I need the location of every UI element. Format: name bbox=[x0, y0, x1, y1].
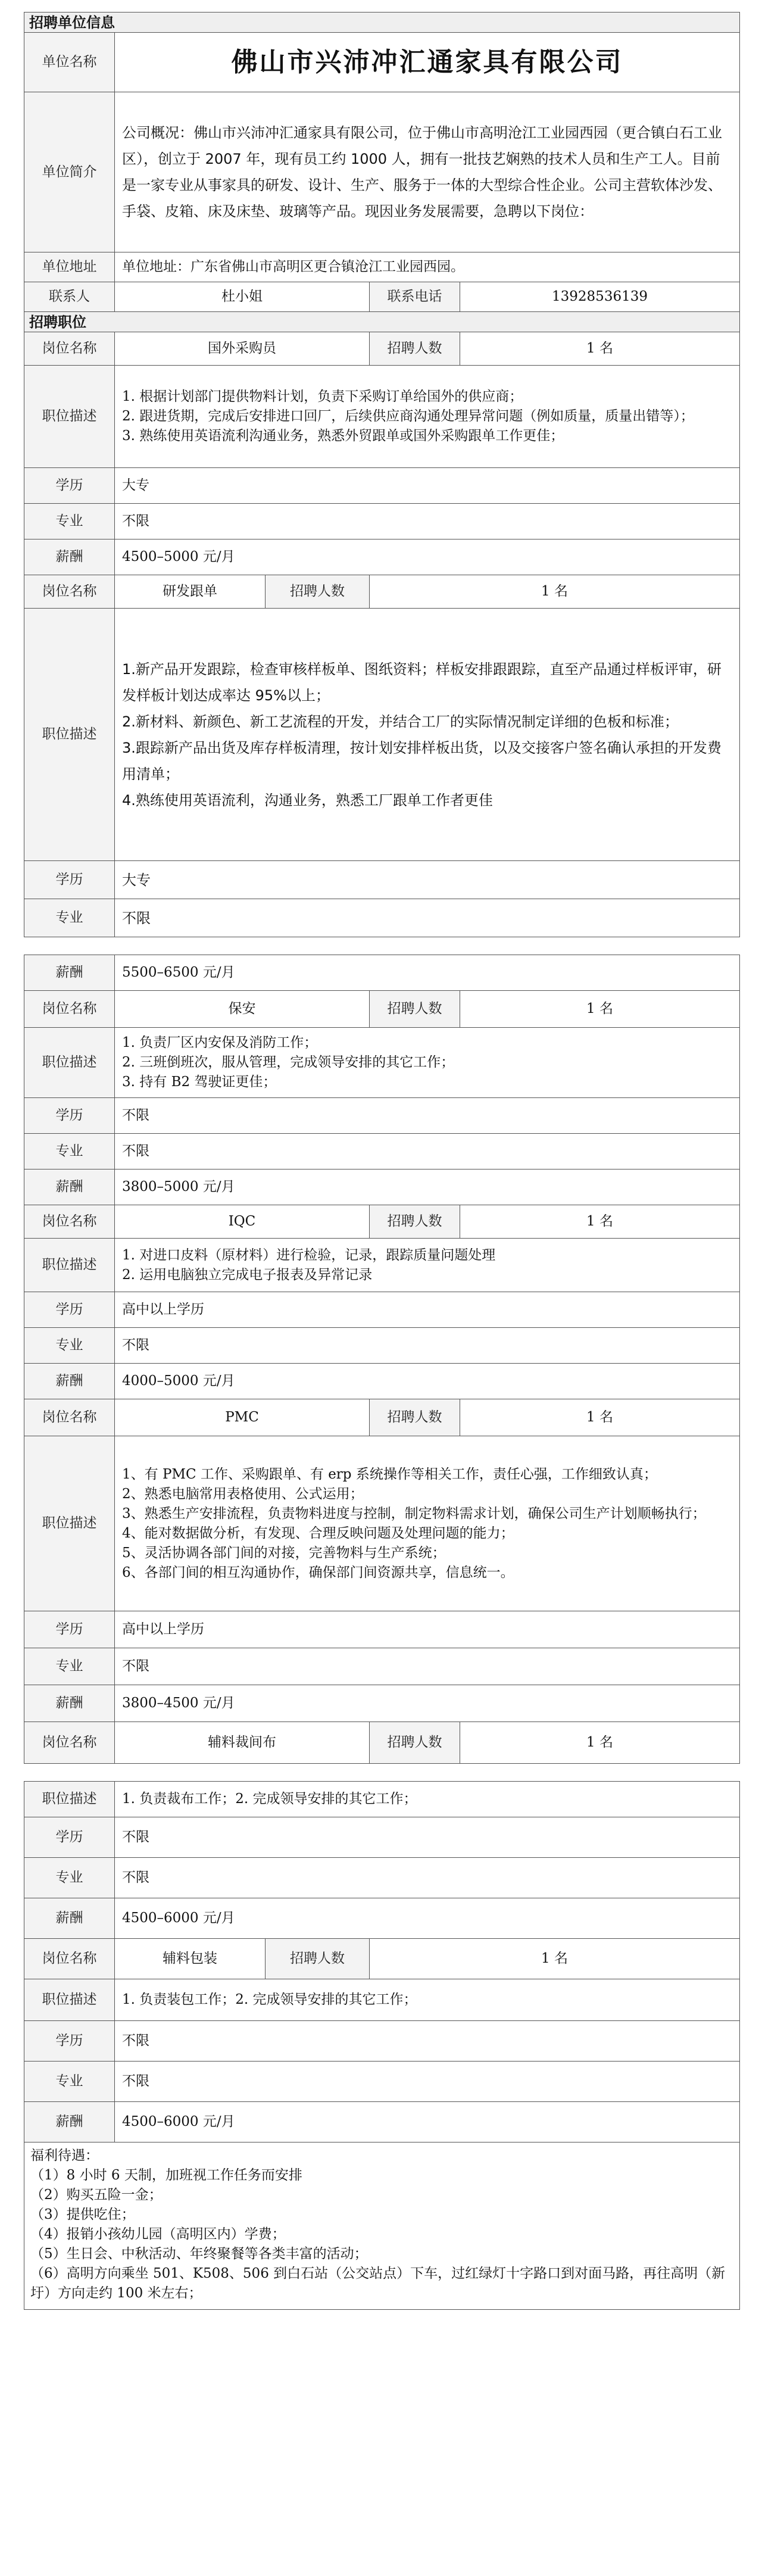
job-salary: 4000–5000 元/月 bbox=[115, 1364, 740, 1399]
page-break bbox=[24, 937, 740, 955]
desc-line: 2、熟悉电脑常用表格使用、公式运用； bbox=[122, 1486, 364, 1502]
label-major: 专业 bbox=[24, 1134, 115, 1170]
company-address: 单位地址：广东省佛山市高明区更合镇沧江工业园西园。 bbox=[115, 252, 740, 282]
job-headcount: 1 名 bbox=[460, 332, 740, 366]
page-break bbox=[24, 1764, 740, 1782]
job-description bbox=[115, 1979, 740, 2021]
label-education: 学历 bbox=[24, 2021, 115, 2062]
desc-line: 4、能对数据做分析，有发现、合理反映问题及处理问题的能力； bbox=[122, 1525, 514, 1541]
label-major: 专业 bbox=[24, 1328, 115, 1364]
job-description bbox=[115, 1782, 740, 1817]
job-headcount: 1 名 bbox=[460, 1205, 740, 1239]
job-title: 研发跟单 bbox=[115, 575, 266, 609]
label-major: 专业 bbox=[24, 1858, 115, 1898]
label-education: 学历 bbox=[24, 1611, 115, 1648]
benefit-item: （4）报销小孩幼儿园（高明区内）学费； bbox=[30, 2226, 286, 2242]
label-description: 职位描述 bbox=[24, 609, 115, 861]
label-position: 岗位名称 bbox=[24, 1722, 115, 1764]
label-education: 学历 bbox=[24, 1098, 115, 1134]
label-salary: 薪酬 bbox=[24, 955, 115, 991]
job-title: 辅料包装 bbox=[115, 1939, 266, 1979]
label-description: 职位描述 bbox=[24, 366, 115, 468]
benefit-item: （3）提供吃住； bbox=[30, 2207, 135, 2222]
label-company-name: 单位名称 bbox=[24, 33, 115, 92]
job-major: 不限 bbox=[115, 1858, 740, 1898]
label-major: 专业 bbox=[24, 1648, 115, 1685]
label-position: 岗位名称 bbox=[24, 991, 115, 1028]
job-education: 高中以上学历 bbox=[115, 1611, 740, 1648]
contact-person: 杜小姐 bbox=[115, 282, 370, 312]
job-title: 保安 bbox=[115, 991, 370, 1028]
job-major: 不限 bbox=[115, 1648, 740, 1685]
label-phone: 联系电话 bbox=[370, 282, 460, 312]
job-headcount: 1 名 bbox=[460, 1399, 740, 1436]
label-headcount: 招聘人数 bbox=[266, 1939, 370, 1979]
desc-line: 3. 熟练使用英语流利沟通业务，熟悉外贸跟单或国外采购跟单工作更佳； bbox=[122, 428, 564, 444]
job-major: 不限 bbox=[115, 899, 740, 937]
job-description bbox=[115, 609, 740, 861]
job-description bbox=[115, 1028, 740, 1098]
label-description: 职位描述 bbox=[24, 1979, 115, 2021]
label-education: 学历 bbox=[24, 861, 115, 899]
contact-phone: 13928536139 bbox=[460, 282, 740, 312]
job-description bbox=[115, 1436, 740, 1611]
desc-line: 1.新产品开发跟踪，检查审核样板单、图纸资料；样板安排跟跟踪，直至产品通过样板评审，研发样板计划达成率达 95%以上； bbox=[122, 660, 722, 704]
label-position: 岗位名称 bbox=[24, 332, 115, 366]
job-salary: 4500–6000 元/月 bbox=[115, 2102, 740, 2142]
label-salary: 薪酬 bbox=[24, 539, 115, 575]
label-headcount: 招聘人数 bbox=[370, 1722, 460, 1764]
job-major: 不限 bbox=[115, 1328, 740, 1364]
job-education: 大专 bbox=[115, 468, 740, 504]
desc-line: 2.新材料、新颜色、新工艺流程的开发，并结合工厂的实际情况制定详细的色板和标准； bbox=[122, 713, 679, 730]
desc-line: 1. 对进口皮料（原材料）进行检验，记录，跟踪质量问题处理 bbox=[122, 1247, 496, 1263]
desc-line: 2. 跟进货期，完成后安排进口回厂，后续供应商沟通处理异常问题（例如质量，质量出错等）； bbox=[122, 408, 694, 424]
benefits-section bbox=[24, 2142, 740, 2310]
job-major: 不限 bbox=[115, 2062, 740, 2102]
desc-line: 1. 负责装包工作；2. 完成领导安排的其它工作； bbox=[122, 1992, 417, 2007]
job-title: IQC bbox=[115, 1205, 370, 1239]
label-contact: 联系人 bbox=[24, 282, 115, 312]
desc-line: 5、灵活协调各部门间的对接，完善物料与生产系统； bbox=[122, 1545, 446, 1561]
label-headcount: 招聘人数 bbox=[370, 332, 460, 366]
job-education: 不限 bbox=[115, 1817, 740, 1858]
job-major: 不限 bbox=[115, 504, 740, 539]
job-description bbox=[115, 1239, 740, 1292]
label-headcount: 招聘人数 bbox=[370, 1205, 460, 1239]
job-salary: 5500–6500 元/月 bbox=[115, 955, 740, 991]
job-education: 不限 bbox=[115, 2021, 740, 2062]
desc-line: 3. 持有 B2 驾驶证更佳； bbox=[122, 1074, 277, 1090]
desc-line: 1. 根据计划部门提供物料计划，负责下采购订单给国外的供应商； bbox=[122, 389, 523, 404]
job-salary: 3800–4500 元/月 bbox=[115, 1685, 740, 1722]
desc-line: 1. 负责裁布工作；2. 完成领导安排的其它工作； bbox=[122, 1791, 417, 1807]
desc-line: 2. 运用电脑独立完成电子报表及异常记录 bbox=[122, 1267, 373, 1283]
label-salary: 薪酬 bbox=[24, 1170, 115, 1205]
label-headcount: 招聘人数 bbox=[266, 575, 370, 609]
label-position: 岗位名称 bbox=[24, 575, 115, 609]
label-education: 学历 bbox=[24, 1817, 115, 1858]
label-address: 单位地址 bbox=[24, 252, 115, 282]
job-salary: 4500–6000 元/月 bbox=[115, 1898, 740, 1939]
label-salary: 薪酬 bbox=[24, 1898, 115, 1939]
job-salary: 3800–5000 元/月 bbox=[115, 1170, 740, 1205]
job-education: 大专 bbox=[115, 861, 740, 899]
label-major: 专业 bbox=[24, 504, 115, 539]
job-headcount: 1 名 bbox=[460, 1722, 740, 1764]
benefit-item: （2）购买五险一金； bbox=[30, 2187, 163, 2203]
label-position: 岗位名称 bbox=[24, 1205, 115, 1239]
job-headcount: 1 名 bbox=[370, 575, 740, 609]
company-intro: 公司概况：佛山市兴沛冲汇通家具有限公司，位于佛山市高明沧江工业园西园（更合镇白石工业区），创立于 2007 年，现有员工约 1000 人，拥有一批技艺娴熟的技术人员和生产工人。目前是一家专业从事家具的研发、设计、生产、服务于一体的大型综合性企业。公司主营软体沙发、手袋、皮箱、床及床垫、玻璃等产品。现因业务发展需要，急聘以下岗位： bbox=[115, 92, 740, 252]
job-salary: 4500–5000 元/月 bbox=[115, 539, 740, 575]
company-name: 佛山市兴沛冲汇通家具有限公司 bbox=[115, 33, 740, 92]
section-jobs: 招聘职位 bbox=[24, 312, 740, 332]
job-education: 不限 bbox=[115, 1098, 740, 1134]
label-major: 专业 bbox=[24, 899, 115, 937]
label-salary: 薪酬 bbox=[24, 2102, 115, 2142]
desc-line: 1、有 PMC 工作、采购跟单、有 erp 系统操作等相关工作，责任心强，工作细致认真； bbox=[122, 1466, 657, 1482]
benefit-item: （6）高明方向乘坐 501、K508、506 到白石站（公交站点）下车，过红绿灯十字路口到对面马路，再往高明（新圩）方向走约 100 米左右； bbox=[30, 2266, 726, 2301]
desc-line: 6、各部门间的相互沟通协作，确保部门间资源共享，信息统一。 bbox=[122, 1564, 514, 1580]
label-salary: 薪酬 bbox=[24, 1364, 115, 1399]
benefits-title: 福利待遇： bbox=[30, 2148, 99, 2163]
job-title: PMC bbox=[115, 1399, 370, 1436]
desc-line: 3.跟踪新产品出货及库存样板清理，按计划安排样板出货，以及交接客户签名确认承担的开发费用清单； bbox=[122, 739, 722, 782]
benefit-item: （5）生日会、中秋活动、年终聚餐等各类丰富的活动； bbox=[30, 2246, 368, 2262]
job-title: 辅料裁间布 bbox=[115, 1722, 370, 1764]
label-headcount: 招聘人数 bbox=[370, 1399, 460, 1436]
label-position: 岗位名称 bbox=[24, 1399, 115, 1436]
section-company-info: 招聘单位信息 bbox=[24, 13, 740, 33]
posting-table bbox=[24, 12, 740, 2310]
label-education: 学历 bbox=[24, 1292, 115, 1328]
job-title: 国外采购员 bbox=[115, 332, 370, 366]
desc-line: 1. 负责厂区内安保及消防工作； bbox=[122, 1035, 318, 1050]
label-description: 职位描述 bbox=[24, 1239, 115, 1292]
label-headcount: 招聘人数 bbox=[370, 991, 460, 1028]
job-posting-page bbox=[24, 12, 739, 2310]
label-major: 专业 bbox=[24, 2062, 115, 2102]
benefit-item: （1）8 小时 6 天制，加班视工作任务而安排 bbox=[30, 2168, 302, 2183]
label-position: 岗位名称 bbox=[24, 1939, 115, 1979]
label-description: 职位描述 bbox=[24, 1028, 115, 1098]
desc-line: 2. 三班倒班次，服从管理，完成领导安排的其它工作； bbox=[122, 1055, 455, 1070]
job-education: 高中以上学历 bbox=[115, 1292, 740, 1328]
job-major: 不限 bbox=[115, 1134, 740, 1170]
label-company-intro: 单位简介 bbox=[24, 92, 115, 252]
label-salary: 薪酬 bbox=[24, 1685, 115, 1722]
job-description bbox=[115, 366, 740, 468]
label-description: 职位描述 bbox=[24, 1436, 115, 1611]
job-headcount: 1 名 bbox=[370, 1939, 740, 1979]
job-headcount: 1 名 bbox=[460, 991, 740, 1028]
label-description: 职位描述 bbox=[24, 1782, 115, 1817]
desc-line: 4.熟练使用英语流利，沟通业务，熟悉工厂跟单工作者更佳 bbox=[122, 791, 493, 809]
desc-line: 3、熟悉生产安排流程，负责物料进度与控制，制定物料需求计划，确保公司生产计划顺畅执行； bbox=[122, 1505, 706, 1521]
label-education: 学历 bbox=[24, 468, 115, 504]
